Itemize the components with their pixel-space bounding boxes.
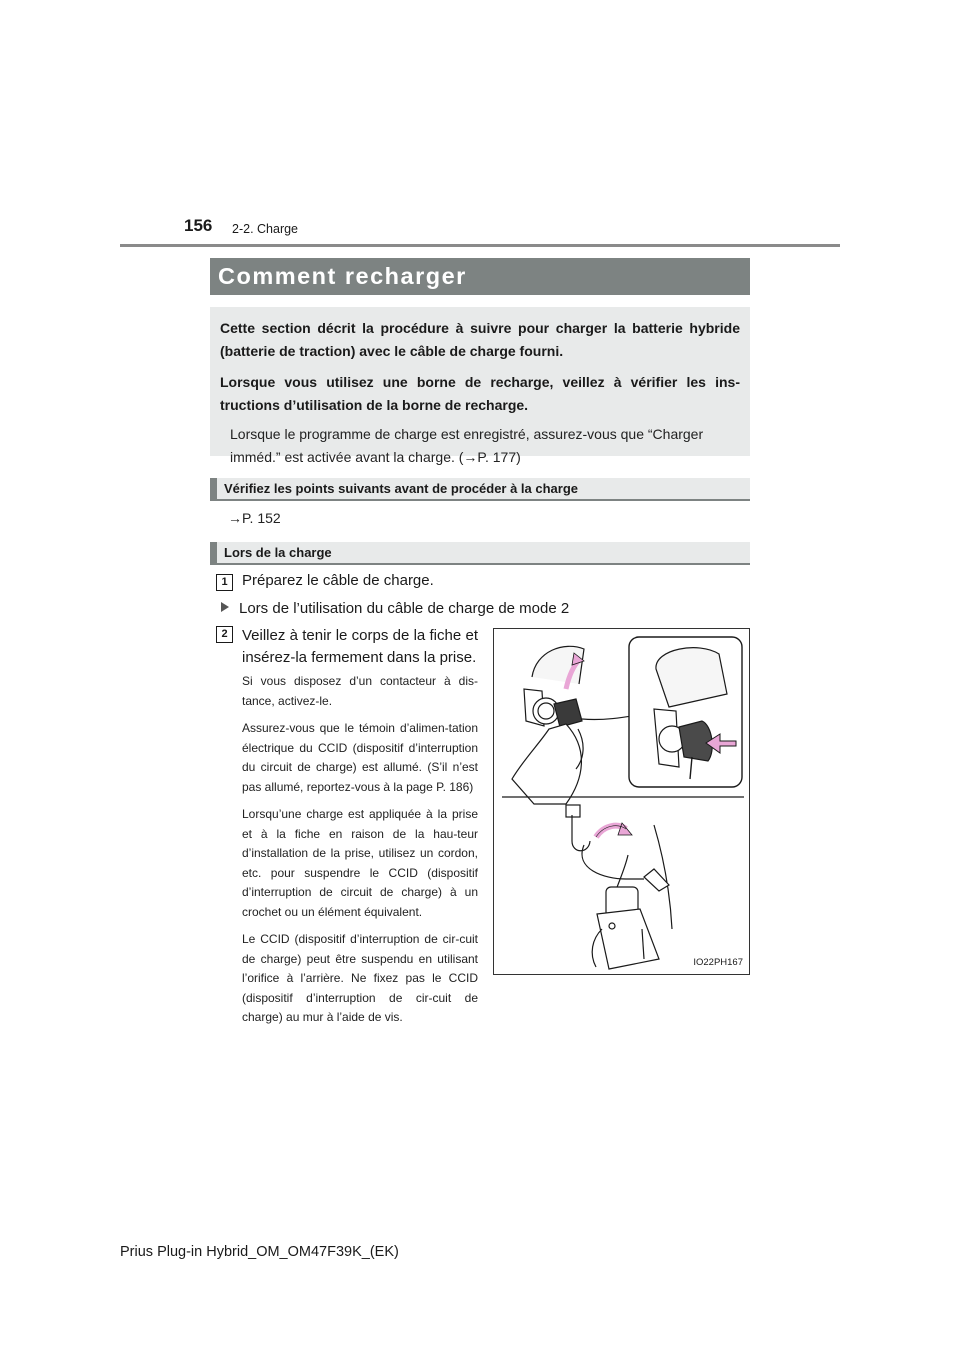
plug-insertion-drawing	[512, 646, 644, 804]
intro-box	[210, 307, 750, 465]
check-heading-label: Vérifiez les points suivants avant de procéder à la charge	[224, 481, 579, 496]
step-2-note: Assurez-vous que le témoin d’alimen-tation électrique du CCID (dispositif d’interruption du circuit de charge) est allumé. (S’il n’est pas allumé, reportez-vous à la page P. 186)	[242, 721, 478, 794]
check-heading	[210, 478, 750, 501]
step-2-text: Veillez à tenir le corps de la fiche et insérez-la fermement dans la prise.	[242, 627, 478, 666]
step-1-number: 1	[216, 574, 233, 591]
intro-note: Lorsque le programme de charge est enregistré, assurez-vous que “Charger imméd.” est activée avant la charge. (→P. 177)	[230, 426, 704, 465]
page-title	[210, 258, 750, 295]
step-2-notes	[242, 672, 478, 1036]
document-footer: Prius Plug-in Hybrid_OM_OM47F39K_(EK)	[120, 1244, 399, 1260]
intro-paragraph: Cette section décrit la procédure à suivre pour charger la batterie hybride (batterie de traction) avec le câble de charge fourni.	[220, 320, 740, 359]
page-number: 156	[184, 216, 213, 235]
figure-code: IO22PH167	[693, 957, 743, 968]
step-2-note: Le CCID (dispositif d’interruption de cir-cuit de charge) peut être suspendu en utilisant l’orifice à l’arrière. Ne fixez pas le CCID (dispositif d’interruption de cir-cuit de charge) au mur à l’aide de vis.	[242, 932, 478, 1024]
heading-stripe	[210, 542, 217, 563]
step-1-bullet-text: Lors de l’utilisation du câble de charge de mode 2	[239, 600, 570, 617]
step-2-number: 2	[216, 626, 233, 643]
intro-paragraph: Lorsque vous utilisez une borne de recharge, veillez à vérifier les ins-tructions d’utilisation de la borne de recharge.	[220, 374, 740, 413]
step-1-bullet	[221, 600, 569, 617]
charging-illustration-svg	[494, 629, 749, 974]
step-2-note: Lorsqu’une charge est appliquée à la prise et à la fiche en raison de la hau-teur d’installation de la prise, utilisez un cordon, etc. pour suspendre le CCID (dispositif d’interruption de circuit de charge) à un crochet ou un élément équivalent.	[242, 807, 478, 919]
charging-illustration	[493, 628, 750, 975]
ccid-hook-drawing	[566, 805, 672, 969]
charging-heading	[210, 542, 750, 565]
step-1-text: Préparez le câble de charge.	[242, 572, 434, 589]
charging-heading-label: Lors de la charge	[224, 545, 332, 560]
section-reference: 2-2. Charge	[232, 222, 299, 236]
check-reference: →P. 152	[228, 510, 281, 526]
bullet-triangle-icon	[221, 602, 229, 612]
inset-connector-drawing	[629, 637, 742, 787]
heading-stripe	[210, 478, 217, 499]
page-title-text: Comment recharger	[218, 263, 467, 289]
step-2-note: Si vous disposez d’un contacteur à dis-tance, activez-le.	[242, 674, 478, 708]
header-rule	[120, 244, 840, 247]
